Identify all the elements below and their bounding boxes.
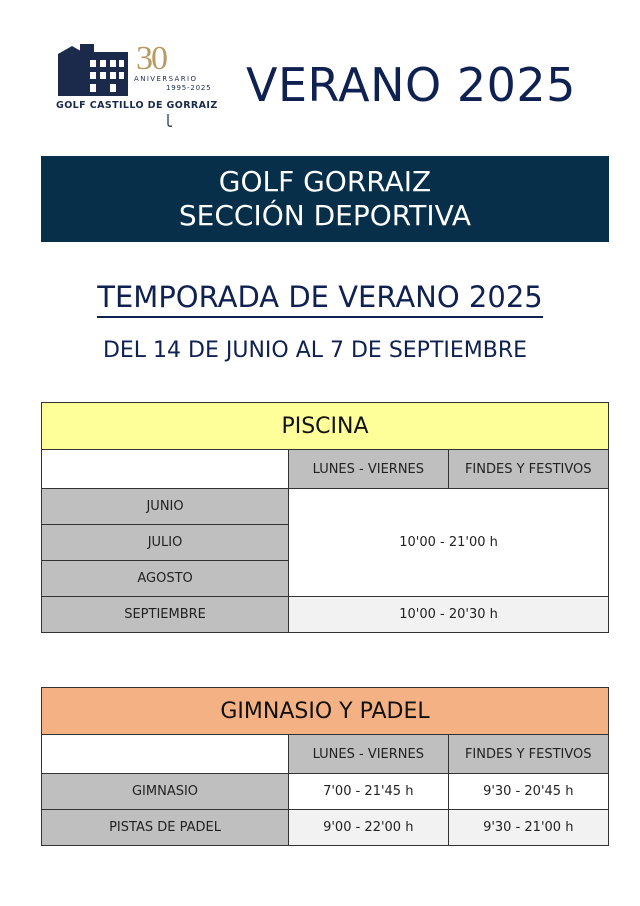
padel-weekday-hours: 9'00 - 22'00 h — [289, 810, 448, 846]
banner-line-2: SECCIÓN DEPORTIVA — [178, 199, 472, 232]
banner-line-1: GOLF GORRAIZ — [218, 165, 432, 198]
club-name: GOLF CASTILLO DE GORRAIZ — [56, 100, 218, 111]
table-header-weekend: FINDES Y FESTIVOS — [448, 450, 608, 489]
piscina-title: PISCINA — [42, 403, 609, 450]
row-label-gimnasio: GIMNASIO — [42, 774, 289, 810]
castle-icon — [56, 42, 132, 98]
section-banner — [41, 156, 609, 242]
september-hours: 10'00 - 20'30 h — [289, 597, 609, 633]
row-label-padel: PISTAS DE PADEL — [42, 810, 289, 846]
table-header-weekday: LUNES - VIERNES — [289, 450, 448, 489]
table-header-weekday: LUNES - VIERNES — [289, 735, 448, 774]
season-title — [0, 280, 640, 314]
piscina-table — [41, 402, 609, 633]
page-title: VERANO 2025 — [246, 58, 576, 112]
gimnasio-title: GIMNASIO Y PADEL — [42, 688, 609, 735]
season-dates: DEL 14 DE JUNIO AL 7 DE SEPTIEMBRE — [102, 338, 528, 363]
table-header-weekend: FINDES Y FESTIVOS — [448, 735, 609, 774]
gimnasio-weekday-hours: 7'00 - 21'45 h — [289, 774, 448, 810]
golf-club-icon — [164, 114, 176, 128]
month-label-junio: JUNIO — [42, 489, 289, 525]
season-title-text: TEMPORADA DE VERANO 2025 — [97, 280, 542, 318]
club-logo — [56, 42, 226, 128]
summer-hours: 10'00 - 21'00 h — [289, 489, 609, 597]
table-header-empty — [42, 450, 289, 489]
gimnasio-weekend-hours: 9'30 - 20'45 h — [448, 774, 609, 810]
anniversary-years: 1995-2025 — [166, 84, 212, 92]
month-label-agosto: AGOSTO — [42, 561, 289, 597]
anniversary-number: 30 — [136, 40, 166, 77]
table-header-empty — [42, 735, 289, 774]
gimnasio-padel-table — [41, 687, 609, 846]
month-label-julio: JULIO — [42, 525, 289, 561]
padel-weekend-hours: 9'30 - 21'00 h — [448, 810, 609, 846]
anniversary-label: ANIVERSARIO — [134, 75, 198, 83]
month-label-septiembre: SEPTIEMBRE — [42, 597, 289, 633]
